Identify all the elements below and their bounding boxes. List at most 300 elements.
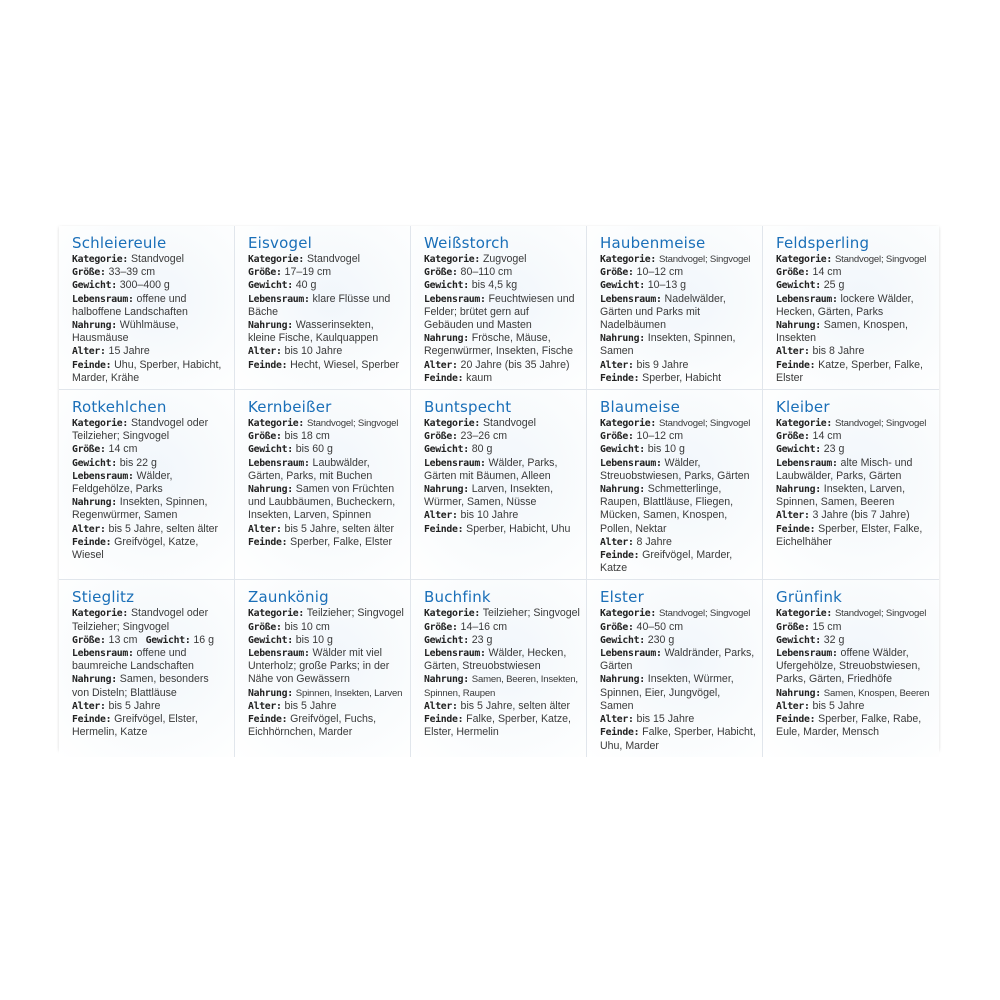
field-value: Wälder, Parks, Gärten mit Bäumen, Alleen xyxy=(424,456,558,482)
field-label: Feinde: xyxy=(776,714,816,726)
field-value: Falke, Sperber, Katze, Elster, Hermelin xyxy=(424,713,571,739)
field-row xyxy=(248,319,404,345)
field-row xyxy=(776,345,933,358)
field-label: Nahrung: xyxy=(424,484,469,496)
field-row xyxy=(600,549,756,575)
bird-name: Eisvogel xyxy=(248,234,313,252)
bird-card-sheet xyxy=(59,226,939,750)
field-row xyxy=(248,279,404,292)
field-value: Sperber, Falke, Rabe, Eule, Marder, Mensch xyxy=(776,713,922,739)
field-label: Lebensraum: xyxy=(600,648,662,660)
field-label: Kategorie: xyxy=(776,608,832,620)
field-value: Insekten, Spinnen, Regenwürmer, Samen xyxy=(72,496,208,522)
field-label: Alter: xyxy=(248,346,282,358)
field-label: Kategorie: xyxy=(776,418,832,430)
field-label: Größe: xyxy=(776,621,810,633)
field-value: Sperber, Elster, Falke, Eichelhäher xyxy=(776,522,923,548)
field-value: Standvogel xyxy=(130,253,184,265)
field-label: Nahrung: xyxy=(600,333,645,345)
field-value: 25 g xyxy=(823,279,845,292)
bird-card xyxy=(411,580,587,756)
field-label: Kategorie: xyxy=(72,418,128,430)
field-label: Gewicht: xyxy=(248,444,293,456)
field-value: bis 10 Jahre xyxy=(460,509,519,522)
field-value: bis 5 Jahre, selten älter xyxy=(108,522,219,535)
field-label: Nahrung: xyxy=(72,674,117,686)
bird-card xyxy=(411,226,587,390)
field-label: Gewicht: xyxy=(72,457,117,469)
field-row xyxy=(72,673,228,699)
field-label: Kategorie: xyxy=(248,254,304,265)
field-value: Larven, Insekten, Würmer, Samen, Nüsse xyxy=(424,483,554,509)
field-label: Alter: xyxy=(424,359,458,371)
field-row xyxy=(776,266,933,279)
field-row xyxy=(424,430,580,443)
field-value: Standvogel xyxy=(482,417,536,430)
field-row xyxy=(600,536,756,549)
field-row xyxy=(248,621,404,634)
field-value: 20 Jahre (bis 35 Jahre) xyxy=(460,358,570,371)
field-row xyxy=(72,319,228,345)
field-row xyxy=(248,523,404,536)
field-row xyxy=(72,293,228,319)
field-label: Feinde: xyxy=(600,372,640,384)
field-row xyxy=(776,647,933,687)
field-label: Kategorie: xyxy=(600,608,656,620)
bird-name: Haubenmeise xyxy=(600,234,706,252)
field-row xyxy=(776,483,933,509)
field-label: Lebensraum: xyxy=(72,470,134,482)
field-label: Gewicht: xyxy=(424,444,469,456)
field-row xyxy=(248,607,404,620)
field-row xyxy=(776,634,933,647)
field-row xyxy=(600,726,756,752)
field-value: lockere Wälder, Hecken, Gärten, Parks xyxy=(776,292,914,318)
field-value: bis 10 g xyxy=(647,443,685,456)
bird-name: Grünfink xyxy=(776,588,843,607)
field-value: Standvogel; Singvogel xyxy=(834,254,927,265)
field-row xyxy=(424,372,580,385)
field-row xyxy=(248,443,404,456)
field-value: bis 4,5 kg xyxy=(471,279,518,292)
field-row xyxy=(248,647,404,687)
bird-card xyxy=(59,580,235,756)
field-label: Lebensraum: xyxy=(776,293,838,305)
field-row xyxy=(600,673,756,713)
field-value: 17–19 cm xyxy=(284,266,332,279)
field-value: bis 5 Jahre, selten älter xyxy=(284,522,395,535)
field-value: bis 18 cm xyxy=(284,430,330,443)
field-label: Feinde: xyxy=(72,359,112,371)
bird-name: Kleiber xyxy=(776,398,830,417)
field-value: Uhu, Sperber, Habicht, Marder, Krähe xyxy=(72,358,222,384)
bird-card xyxy=(763,390,939,580)
field-label: Feinde: xyxy=(424,523,464,535)
field-label: Alter: xyxy=(776,346,810,358)
field-row xyxy=(72,359,228,385)
field-row xyxy=(600,483,756,536)
field-label: Alter: xyxy=(72,523,106,535)
field-value: bis 22 g xyxy=(119,456,157,469)
field-value: kaum xyxy=(466,371,493,384)
field-row xyxy=(72,253,228,266)
field-row xyxy=(600,417,756,430)
field-row xyxy=(72,457,228,470)
field-label: Lebensraum: xyxy=(776,457,838,469)
field-value: Standvogel; Singvogel xyxy=(658,608,751,620)
field-row xyxy=(248,483,404,523)
field-label: Gewicht: xyxy=(600,444,645,456)
field-row xyxy=(248,536,404,549)
field-row xyxy=(248,430,404,443)
bird-name: Weißstorch xyxy=(424,234,510,252)
field-row xyxy=(248,634,404,647)
field-label: Alter: xyxy=(424,700,458,712)
field-value: bis 5 Jahre xyxy=(284,699,337,712)
field-label: Nahrung: xyxy=(776,484,821,496)
field-label: Alter: xyxy=(424,510,458,522)
field-value: 23 g xyxy=(823,443,845,456)
field-row xyxy=(776,457,933,483)
field-row xyxy=(72,417,228,443)
field-label: Kategorie: xyxy=(248,608,304,620)
field-row xyxy=(72,536,228,562)
field-label: Feinde: xyxy=(776,359,816,371)
field-label: Nahrung: xyxy=(600,674,645,686)
field-value: Nadelwälder, Gärten und Parks mit Nadelbäumen xyxy=(600,292,726,332)
field-row xyxy=(248,417,404,430)
field-value: Zugvogel xyxy=(482,253,527,265)
field-value: Standvogel; Singvogel xyxy=(658,418,751,430)
field-value: Teilzieher; Singvogel xyxy=(306,607,404,620)
field-row xyxy=(424,509,580,522)
field-value: 10–13 g xyxy=(647,279,687,292)
field-label: Kategorie: xyxy=(600,254,656,265)
field-value: Standvogel xyxy=(306,253,360,265)
field-row xyxy=(776,430,933,443)
field-value: Teilzieher; Singvogel xyxy=(482,607,580,620)
field-value: Standvogel oder Teilzieher; Singvogel xyxy=(72,417,209,443)
field-row xyxy=(776,713,933,739)
field-row xyxy=(248,457,404,483)
field-label: Größe: xyxy=(776,267,810,279)
field-label: Nahrung: xyxy=(72,497,117,509)
field-row xyxy=(424,673,580,699)
field-label: Feinde: xyxy=(776,523,816,535)
field-value: Katze, Sperber, Falke, Elster xyxy=(776,358,923,384)
field-label: Größe: xyxy=(776,431,810,443)
field-row xyxy=(248,266,404,279)
field-row xyxy=(248,713,404,739)
field-value: Insekten, Würmer, Spinnen, Eier, Jungvögel, Samen xyxy=(600,673,734,712)
field-row xyxy=(600,332,756,358)
field-value: Standvogel; Singvogel xyxy=(306,418,399,430)
field-value: bis 5 Jahre xyxy=(812,699,865,712)
field-row xyxy=(72,496,228,522)
bird-card xyxy=(587,390,763,580)
field-row xyxy=(424,457,580,483)
field-label: Gewicht: xyxy=(424,634,469,646)
field-label: Feinde: xyxy=(424,714,464,726)
field-label: Feinde: xyxy=(72,714,112,726)
bird-name: Blaumeise xyxy=(600,398,681,417)
field-label: Lebensraum: xyxy=(424,457,486,469)
field-row xyxy=(776,700,933,713)
field-row xyxy=(424,607,580,620)
field-label: Größe: xyxy=(72,267,106,279)
field-label: Größe: xyxy=(248,621,282,633)
field-value: Sperber, Habicht, Uhu xyxy=(466,522,571,535)
field-row xyxy=(776,319,933,345)
field-label: Nahrung: xyxy=(248,687,293,699)
field-label: Gewicht: xyxy=(600,634,645,646)
field-label: Kategorie: xyxy=(424,254,480,265)
field-label: Kategorie: xyxy=(248,418,304,430)
field-row xyxy=(248,359,404,372)
field-label: Größe: xyxy=(424,267,458,279)
field-label: Feinde: xyxy=(600,550,640,562)
field-row xyxy=(424,253,580,266)
field-row xyxy=(72,279,228,292)
field-value: Wasserinsekten, kleine Fische, Kaulquappen xyxy=(248,319,379,345)
field-label: Alter: xyxy=(248,700,282,712)
field-label: Feinde: xyxy=(248,359,288,371)
field-label: Alter: xyxy=(600,359,634,371)
field-value: Feuchtwiesen und Felder; brütet gern auf Gebäuden und Masten xyxy=(424,292,575,332)
field-value: Standvogel oder Teilzieher; Singvogel xyxy=(72,607,209,633)
field-label: Lebensraum: xyxy=(600,293,662,305)
field-row xyxy=(424,621,580,634)
field-row xyxy=(72,634,228,647)
field-row xyxy=(776,607,933,620)
field-value: 32 g xyxy=(823,633,845,646)
field-row xyxy=(600,713,756,726)
bird-card xyxy=(411,390,587,580)
field-label: Gewicht: xyxy=(776,280,821,292)
bird-name: Elster xyxy=(600,588,644,607)
field-row xyxy=(776,293,933,319)
field-value: Greifvögel, Marder, Katze xyxy=(600,549,733,575)
field-value: bis 60 g xyxy=(295,443,333,456)
field-label: Alter: xyxy=(72,346,106,358)
bird-card xyxy=(235,226,411,390)
field-row xyxy=(72,700,228,713)
field-value: bis 10 cm xyxy=(284,620,330,633)
field-value: Insekten, Larven, Spinnen, Samen, Beeren xyxy=(776,483,906,509)
field-label: Lebensraum: xyxy=(424,648,486,660)
bird-name: Stieglitz xyxy=(72,588,135,607)
field-row xyxy=(776,253,933,266)
field-label: Alter: xyxy=(776,700,810,712)
field-label: Lebensraum: xyxy=(776,648,838,660)
field-row xyxy=(600,647,756,673)
field-value: 8 Jahre xyxy=(636,535,672,548)
field-row xyxy=(424,647,580,673)
bird-name: Buchfink xyxy=(424,588,491,607)
bird-name: Zaunkönig xyxy=(248,588,329,607)
field-value: Samen, Knospen, Insekten xyxy=(776,319,908,345)
field-label: Nahrung: xyxy=(424,674,469,686)
field-row xyxy=(72,607,228,633)
field-label: Größe: xyxy=(72,634,106,646)
field-row xyxy=(776,279,933,292)
field-value: 3 Jahre (bis 7 Jahre) xyxy=(812,509,910,522)
field-row xyxy=(72,523,228,536)
field-row xyxy=(600,253,756,266)
field-label: Gewicht: xyxy=(248,634,293,646)
field-value: Wälder, Streuobstwiesen, Parks, Gärten xyxy=(600,456,750,482)
field-value: offene Wälder, Ufergehölze, Streuobstwiesen, Parks, Gärten, Friedhöfe xyxy=(776,647,921,686)
field-value: bis 10 Jahre xyxy=(284,345,343,358)
bird-name: Buntspecht xyxy=(424,398,512,417)
field-label: Gewicht: xyxy=(776,634,821,646)
field-row xyxy=(248,345,404,358)
field-row xyxy=(424,483,580,509)
field-row xyxy=(72,647,228,673)
field-value: Laubwälder, Gärten, Parks, mit Buchen xyxy=(248,456,373,482)
field-value: Greifvögel, Elster, Hermelin, Katze xyxy=(72,713,198,739)
field-value: offene und halboffene Landschaften xyxy=(72,292,188,318)
field-value: 80 g xyxy=(471,443,493,456)
bird-card xyxy=(235,580,411,756)
field-row xyxy=(776,523,933,549)
field-row xyxy=(600,279,756,292)
field-label: Lebensraum: xyxy=(72,293,134,305)
field-value: 40–50 cm xyxy=(636,620,684,633)
field-label: Größe: xyxy=(72,444,106,456)
field-row xyxy=(776,417,933,430)
field-label: Größe: xyxy=(600,267,634,279)
field-row xyxy=(424,332,580,358)
field-value: Standvogel; Singvogel xyxy=(834,608,927,620)
field-value: 230 g xyxy=(647,633,675,646)
field-value: Sperber, Habicht xyxy=(642,371,722,384)
field-value: 23 g xyxy=(471,633,493,646)
field-value: Insekten, Spinnen, Samen xyxy=(600,332,736,358)
bird-card xyxy=(59,390,235,580)
field-label: Gewicht: xyxy=(776,444,821,456)
field-row xyxy=(776,359,933,385)
field-row xyxy=(248,293,404,319)
field-value: bis 5 Jahre xyxy=(108,699,161,712)
field-row xyxy=(600,372,756,385)
field-label: Alter: xyxy=(600,714,634,726)
field-label: Größe: xyxy=(248,431,282,443)
field-label: Feinde: xyxy=(72,536,112,548)
field-label: Kategorie: xyxy=(776,254,832,265)
field-label: Nahrung: xyxy=(248,484,293,496)
field-value: Samen von Früchten und Laubbäumen, Bucheckern, Insekten, Larven, Spinnen xyxy=(248,483,396,522)
field-value: Standvogel; Singvogel xyxy=(834,418,927,430)
field-row xyxy=(600,430,756,443)
field-label: Größe: xyxy=(424,621,458,633)
field-value: Frösche, Mäuse, Regenwürmer, Insekten, Fische xyxy=(424,332,573,358)
field-label: Lebensraum: xyxy=(248,293,310,305)
field-label: Gewicht: xyxy=(424,280,469,292)
field-value: Samen, besonders von Disteln; Blattläuse xyxy=(72,673,209,699)
field-row xyxy=(600,266,756,279)
field-label: Lebensraum: xyxy=(424,293,486,305)
bird-card xyxy=(763,226,939,390)
field-label: Nahrung: xyxy=(600,484,645,496)
field-row xyxy=(424,700,580,713)
bird-name: Rotkehlchen xyxy=(72,398,167,417)
field-label: Nahrung: xyxy=(776,687,821,699)
field-row xyxy=(776,687,933,700)
field-value: 300–400 g xyxy=(119,279,170,292)
field-value: Falke, Sperber, Habicht, Uhu, Marder xyxy=(600,726,756,752)
bird-name: Feldsperling xyxy=(776,234,870,252)
field-row xyxy=(248,700,404,713)
field-row xyxy=(424,417,580,430)
field-label: Größe: xyxy=(600,431,634,443)
field-label: Feinde: xyxy=(248,536,288,548)
field-row xyxy=(600,293,756,333)
field-value: Waldränder, Parks, Gärten xyxy=(600,647,755,673)
field-label: Feinde: xyxy=(424,372,464,384)
bird-name: Kernbeißer xyxy=(248,398,332,417)
bird-card xyxy=(59,226,235,390)
field-label: Alter: xyxy=(72,700,106,712)
field-row xyxy=(424,359,580,372)
field-label: Lebensraum: xyxy=(72,648,134,660)
field-label: Gewicht: xyxy=(248,280,293,292)
field-label: Größe: xyxy=(600,621,634,633)
field-value: 10–12 cm xyxy=(636,430,684,443)
field-label: Lebensraum: xyxy=(248,648,310,660)
field-value: Greifvögel, Katze, Wiesel xyxy=(72,535,199,562)
field-row xyxy=(248,253,404,266)
field-value: 33–39 cm xyxy=(108,266,156,279)
field-value: 14 cm xyxy=(108,443,138,456)
field-value: bis 10 g xyxy=(295,633,333,646)
field-label: Kategorie: xyxy=(424,608,480,620)
field-row xyxy=(600,634,756,647)
field-row xyxy=(776,621,933,634)
field-row xyxy=(776,509,933,522)
bird-card xyxy=(587,226,763,390)
field-label: Alter: xyxy=(776,510,810,522)
field-value: 23–26 cm xyxy=(460,430,508,443)
field-value: 14–16 cm xyxy=(460,620,508,633)
field-label: Lebensraum: xyxy=(248,457,310,469)
field-value: 15 Jahre xyxy=(108,345,150,358)
field-row xyxy=(424,713,580,739)
field-value: Hecht, Wiesel, Sperber xyxy=(290,358,400,371)
field-row xyxy=(72,266,228,279)
field-value: Spinnen, Insekten, Larven xyxy=(295,687,403,699)
field-row xyxy=(424,266,580,279)
field-value: bis 5 Jahre, selten älter xyxy=(460,699,571,712)
field-row xyxy=(600,443,756,456)
field-row xyxy=(424,634,580,647)
field-label: Kategorie: xyxy=(424,418,480,430)
field-value: Standvogel; Singvogel xyxy=(658,254,751,265)
field-value: Wühlmäuse, Hausmäuse xyxy=(72,319,179,345)
field-value: 14 cm xyxy=(812,430,842,443)
field-label: Größe: xyxy=(424,431,458,443)
field-value: Greifvögel, Fuchs, Eichhörnchen, Marder xyxy=(248,713,377,739)
field-row xyxy=(600,607,756,620)
field-row xyxy=(600,457,756,483)
field-label: Alter: xyxy=(600,536,634,548)
field-label: Kategorie: xyxy=(600,418,656,430)
field-value: klare Flüsse und Bäche xyxy=(248,292,391,318)
field-row xyxy=(776,443,933,456)
field-label: Nahrung: xyxy=(424,333,469,345)
field-value: 14 cm xyxy=(812,266,842,279)
field-label: Gewicht: xyxy=(600,280,645,292)
